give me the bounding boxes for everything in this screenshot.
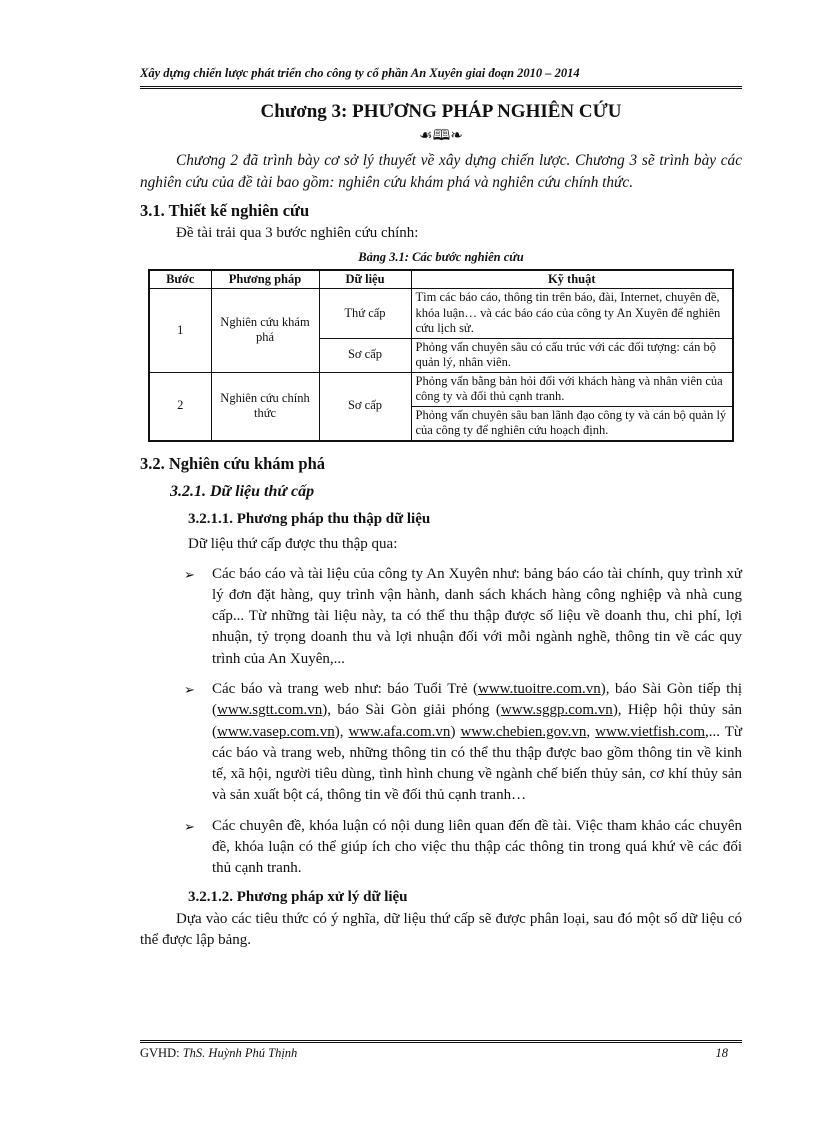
bullet-text — [212, 681, 742, 803]
arrow-bullet-icon: ➢ — [184, 681, 195, 697]
table-row — [149, 372, 733, 406]
cell-data: Thứ cấp — [319, 289, 411, 339]
source-list — [140, 564, 742, 880]
cell-data: Sơ cấp — [319, 338, 411, 372]
link-chebien[interactable]: www.chebien.gov.vn — [460, 723, 587, 740]
cell-technique: Phỏng vấn bằng bản hỏi đối với khách hàng và nhân viên của công ty và đối thủ cạnh tranh. — [411, 372, 733, 406]
section-3-2-1-2-heading: 3.2.1.2. Phương pháp xử lý dữ liệu — [188, 888, 408, 905]
bullet-text: Các báo cáo và tài liệu của công ty An Xuyên như: bảng báo cáo tài chính, quy trình xử lý đơn đặt hàng, quy trình vận hành, danh sách khách hàng công nghiệp và nhà cung cấp... Từ những tài liệu này, ta có thể thu thập được số liệu về doanh thu, chi phí, lợi nhuận, tỷ trọng doanh thu và lợi nhuận đối với mỗi ngành nghề, thông tin về các quy trình của An Xuyên,... — [212, 565, 742, 667]
text-run: ), Hiệp hội thủy sản ( — [212, 702, 743, 740]
cell-method: Nghiên cứu chính thức — [211, 372, 319, 441]
link-tuoitre[interactable]: www.tuoitre.com.vn — [477, 680, 601, 697]
bullet-text: Các chuyên đề, khóa luận có nội dung liên quan đến đề tài. Việc tham khảo các chuyên đề, khóa luận có thể giúp ích cho việc thu thập các thông tin trong quá khứ về các đối thủ cạnh tranh. — [212, 817, 742, 877]
cell-technique: Tìm các báo cáo, thông tin trên báo, đài, Internet, chuyên đề, khóa luận… và các báo cáo của công ty An Xuyên để nghiên cứu lịch sử. — [411, 289, 733, 339]
research-steps-table — [148, 269, 734, 442]
text-run: , — [586, 723, 596, 740]
link-vasep[interactable]: www.vasep.com.vn — [217, 723, 335, 740]
header-step: Bước — [149, 270, 211, 289]
list-item — [140, 564, 742, 670]
text-run: ), báo Sài Gòn giải phóng ( — [322, 702, 501, 719]
table-caption: Bảng 3.1: Các bước nghiên cứu — [358, 249, 524, 264]
header-rule — [140, 86, 742, 89]
page-content — [140, 100, 742, 952]
cell-step: 2 — [149, 372, 211, 441]
book-ornament-icon: ☙🕮❧ — [419, 128, 463, 144]
section-3-1-text: Đề tài trải qua 3 bước nghiên cứu chính: — [176, 225, 419, 241]
text-run: ,... Từ các báo và trang web, những thông tin có thể thu thập được bao gồm thông tin về kinh tế, xã hội, người tiêu dùng, tình hình chung về ngành chế biến thủy sản, cơ khí thủy sản và sản xuất bột cá, thông tin về đối thủ cạnh tranh… — [212, 723, 743, 804]
link-sggp[interactable]: www.sggp.com.vn — [500, 702, 613, 719]
cell-data: Sơ cấp — [319, 372, 411, 441]
running-header: Xây dựng chiến lược phát triển cho công ty cổ phần An Xuyên giai đoạn 2010 – 2014 — [140, 66, 580, 80]
section-3-2-heading: 3.2. Nghiên cứu khám phá — [140, 453, 326, 473]
arrow-bullet-icon: ➢ — [184, 818, 195, 834]
list-item — [140, 816, 742, 880]
text-run: Các báo và trang web như: báo Tuổi Trẻ ( — [212, 680, 478, 697]
header-data: Dữ liệu — [319, 270, 411, 289]
header-method: Phương pháp — [211, 270, 319, 289]
processing-paragraph: Dựa vào các tiêu thức có ý nghĩa, dữ liệu thứ cấp sẽ được phân loại, sau đó một số dữ liệu có thể được lập bảng. — [140, 910, 742, 949]
section-3-2-1-heading: 3.2.1. Dữ liệu thứ cấp — [170, 482, 315, 500]
table-row — [149, 289, 733, 339]
supervisor-name: ThS. Huỳnh Phú Thịnh — [182, 1046, 298, 1060]
text-run: ) — [450, 723, 461, 740]
supervisor — [140, 1046, 297, 1061]
link-afa[interactable]: www.afa.com.vn — [348, 723, 451, 740]
table-header-row — [149, 270, 733, 289]
cell-technique: Phỏng vấn chuyên sâu có cấu trúc với các đối tượng: cán bộ quản lý, nhân viên. — [411, 338, 733, 372]
supervisor-label: GVHD: — [140, 1046, 183, 1060]
chapter-title: Chương 3: PHƯƠNG PHÁP NGHIÊN CỨU — [260, 101, 622, 122]
cell-step: 1 — [149, 289, 211, 373]
list-item — [140, 679, 742, 807]
text-run: ), — [334, 723, 349, 740]
cell-technique: Phỏng vấn chuyên sâu ban lãnh đạo công ty và cán bộ quản lý của công ty để nghiên cứu hoạch định. — [411, 406, 733, 441]
section-3-1-heading: 3.1. Thiết kế nghiên cứu — [140, 201, 310, 220]
text-run: ), báo Sài Gòn tiếp thị ( — [212, 680, 742, 719]
cell-method: Nghiên cứu khám phá — [211, 289, 319, 373]
secondary-data-lead: Dữ liệu thứ cấp được thu thập qua: — [188, 535, 398, 552]
link-vietfish[interactable]: www.vietfish.com — [595, 723, 705, 740]
section-3-2-1-1-heading: 3.2.1.1. Phương pháp thu thập dữ liệu — [188, 510, 431, 527]
footer-rule — [140, 1040, 742, 1043]
header-technique: Kỹ thuật — [411, 270, 733, 289]
link-sgtt[interactable]: www.sgtt.com.vn — [217, 702, 323, 719]
chapter-intro: Chương 2 đã trình bày cơ sở lý thuyết về xây dựng chiến lược. Chương 3 sẽ trình bày các nghiên cứu của đề tài bao gồm: nghiên cứu khám phá và nghiên cứu chính thức. — [140, 152, 742, 191]
page-number: 18 — [715, 1046, 728, 1060]
arrow-bullet-icon: ➢ — [184, 566, 195, 582]
